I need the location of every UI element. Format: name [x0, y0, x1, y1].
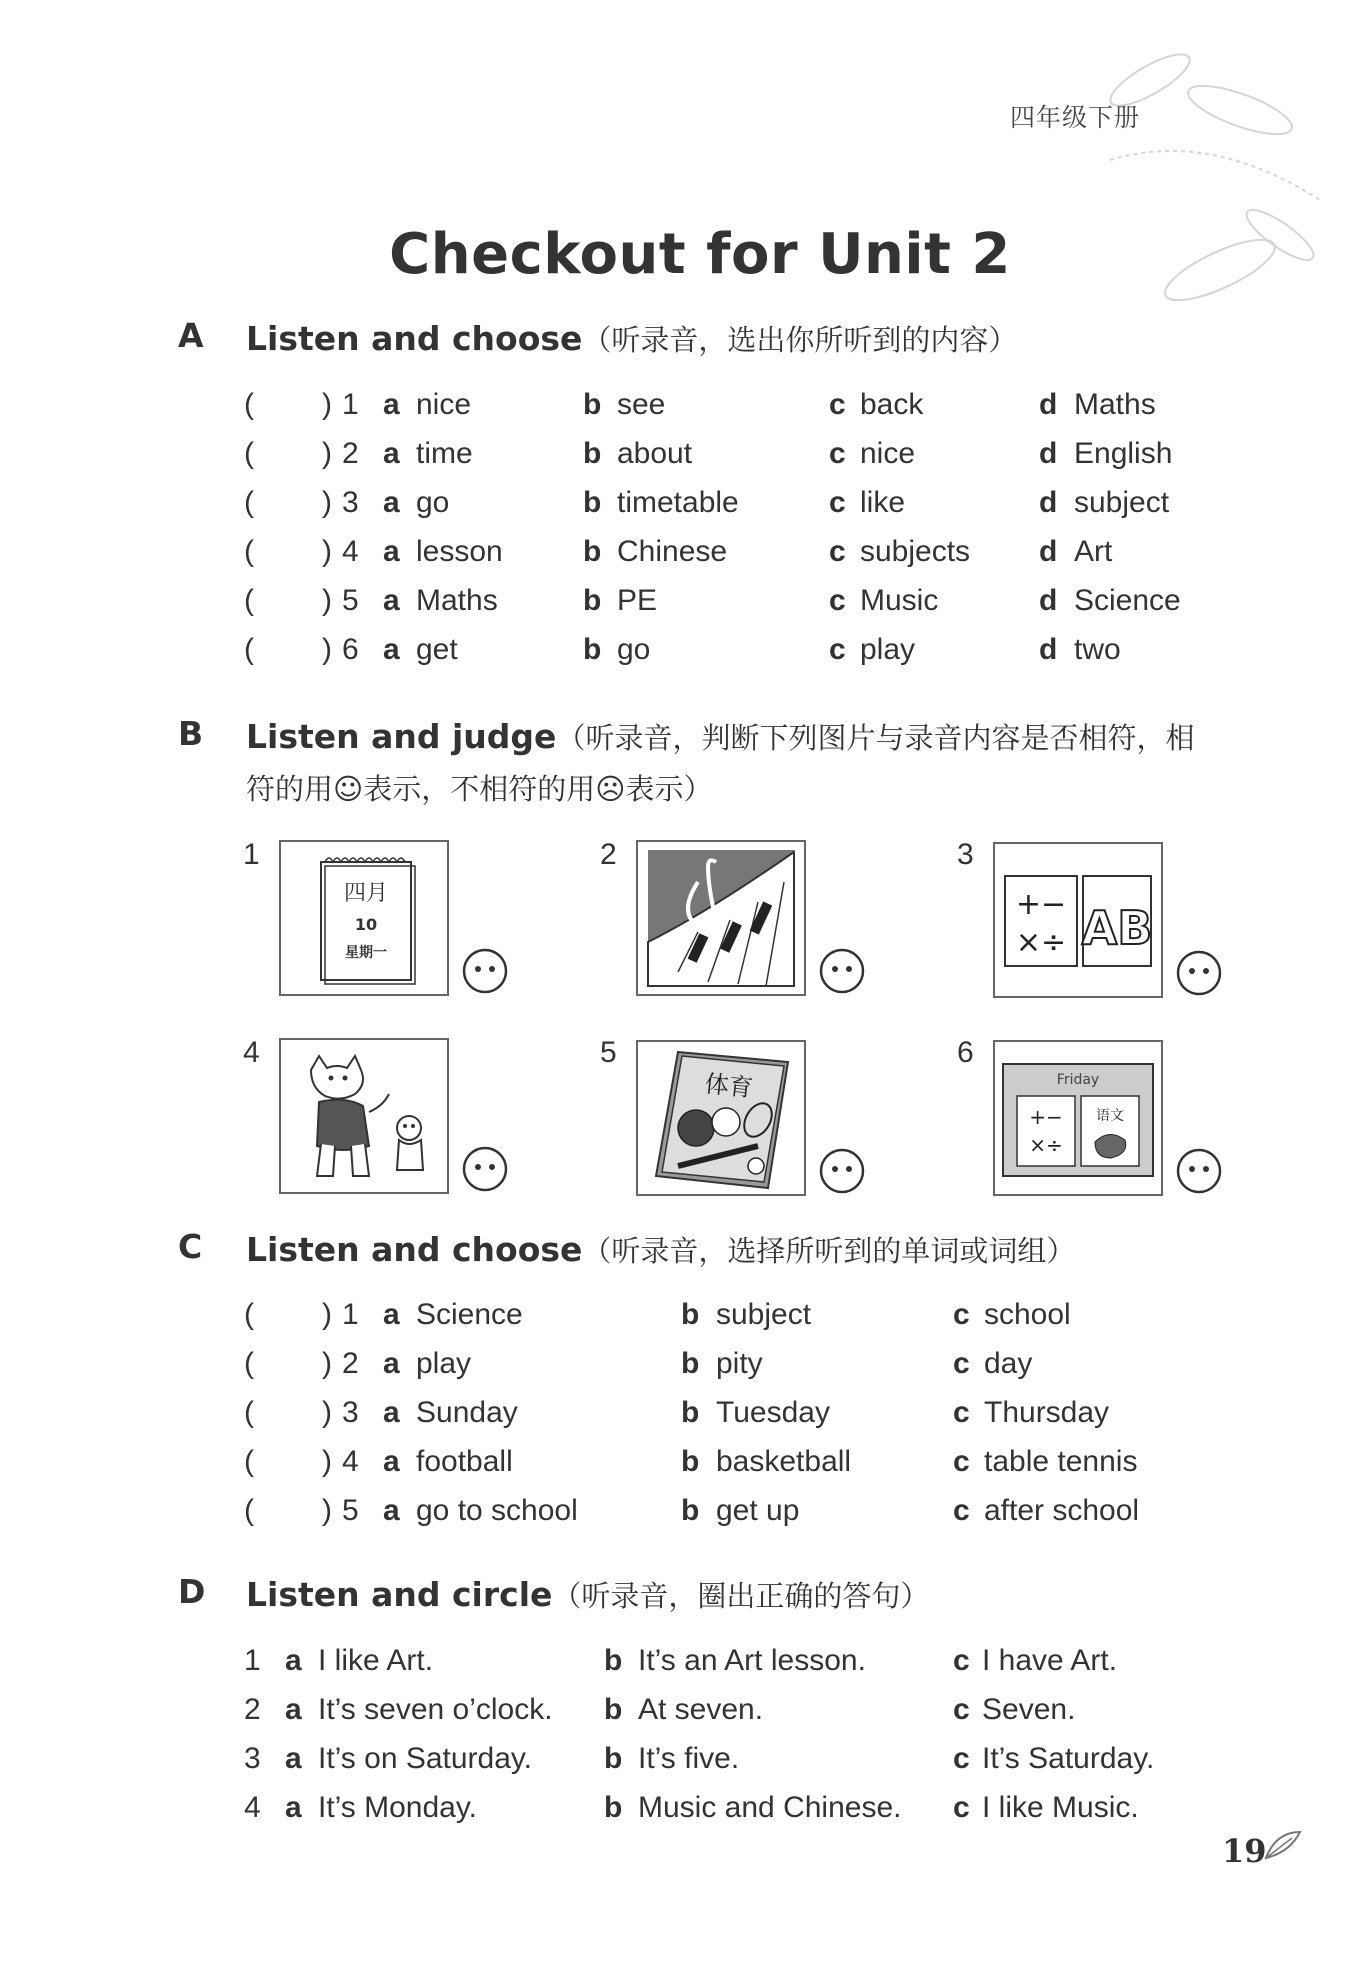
question-number: 2 — [244, 1693, 261, 1726]
section-d-heading — [246, 1570, 929, 1621]
option-c[interactable]: play — [860, 633, 916, 666]
option-a[interactable]: go — [416, 486, 450, 519]
answer-paren-close: ) — [322, 1396, 332, 1429]
question-row — [0, 1298, 1350, 1342]
option-label-b: b — [681, 1347, 700, 1380]
page-title: Checkout for Unit 2 — [389, 222, 1011, 287]
question-number: 5 — [342, 584, 359, 617]
answer-paren-open[interactable]: ( — [244, 388, 254, 421]
picture-number: 2 — [600, 838, 617, 871]
section-b-title: Listen and judge — [246, 717, 557, 756]
question-row — [0, 1494, 1350, 1538]
art-letters: AB — [1081, 901, 1153, 955]
option-c[interactable]: It’s Saturday. — [982, 1742, 1155, 1775]
option-label-b: b — [604, 1791, 623, 1824]
option-c[interactable]: Seven. — [982, 1693, 1076, 1726]
answer-paren-open[interactable]: ( — [244, 1396, 254, 1429]
option-label-a: a — [383, 584, 400, 617]
option-label-a: a — [383, 1347, 400, 1380]
option-label-d: d — [1039, 437, 1058, 470]
answer-paren-open[interactable]: ( — [244, 1298, 254, 1331]
face-circle-icon[interactable] — [1176, 950, 1222, 996]
question-row — [0, 1445, 1350, 1489]
option-a[interactable]: lesson — [416, 535, 503, 568]
question-row — [0, 1347, 1350, 1391]
question-number: 4 — [342, 1445, 359, 1478]
pe-book-label: 体育 — [703, 1069, 755, 1103]
option-c[interactable]: after school — [984, 1494, 1140, 1527]
answer-paren-close: ) — [322, 584, 332, 617]
section-d-title: Listen and circle — [246, 1575, 553, 1614]
smile-symbol: ☺ — [333, 772, 364, 806]
math-ops-bottom: ×÷ — [1015, 925, 1067, 960]
option-b[interactable]: PE — [617, 584, 658, 617]
option-d[interactable]: subject — [1074, 486, 1170, 519]
question-row — [0, 486, 1350, 530]
picture-number: 6 — [957, 1036, 974, 1069]
option-label-a: a — [383, 1494, 400, 1527]
chinese-label: 语文 — [1096, 1108, 1124, 1124]
answer-paren-open[interactable]: ( — [244, 584, 254, 617]
section-b-letter: B — [178, 714, 204, 753]
question-number: 5 — [342, 1494, 359, 1527]
answer-paren-open[interactable]: ( — [244, 486, 254, 519]
calendar-weekday: 星期一 — [345, 945, 387, 961]
option-label-b: b — [583, 486, 602, 519]
option-label-a: a — [285, 1791, 302, 1824]
option-label-b: b — [583, 584, 602, 617]
option-label-b: b — [583, 633, 602, 666]
question-number: 6 — [342, 633, 359, 666]
question-row — [0, 1791, 1350, 1835]
option-label-c: c — [829, 584, 846, 617]
option-a[interactable]: football — [416, 1445, 513, 1478]
answer-paren-open[interactable]: ( — [244, 1494, 254, 1527]
question-row — [0, 1742, 1350, 1786]
option-b[interactable]: timetable — [617, 486, 739, 519]
option-b[interactable]: It’s five. — [638, 1742, 740, 1775]
answer-paren-close: ) — [322, 633, 332, 666]
option-a[interactable]: It’s seven o’clock. — [318, 1693, 553, 1726]
question-row — [0, 1396, 1350, 1440]
option-label-b: b — [583, 437, 602, 470]
option-label-b: b — [681, 1494, 700, 1527]
option-label-c: c — [829, 486, 846, 519]
picture-number: 1 — [243, 838, 260, 871]
answer-paren-close: ) — [322, 1298, 332, 1331]
answer-paren-open[interactable]: ( — [244, 1347, 254, 1380]
question-number: 3 — [244, 1742, 261, 1775]
option-label-c: c — [953, 1742, 970, 1775]
section-b-heading — [246, 712, 1194, 814]
option-label-c: c — [953, 1644, 970, 1677]
option-label-b: b — [583, 388, 602, 421]
option-label-b: b — [604, 1693, 623, 1726]
question-number: 1 — [342, 1298, 359, 1331]
section-b-instruction-2c: 表示） — [625, 772, 713, 806]
option-label-c: c — [829, 437, 846, 470]
option-label-c: c — [953, 1494, 970, 1527]
section-b-instruction-2a: 符的用 — [246, 772, 334, 806]
option-label-c: c — [953, 1298, 970, 1331]
option-label-a: a — [383, 486, 400, 519]
dragonfly-decoration — [1090, 20, 1330, 350]
face-circle-icon[interactable] — [819, 1148, 865, 1194]
option-label-c: c — [829, 535, 846, 568]
face-circle-icon[interactable] — [462, 1146, 508, 1192]
answer-paren-close: ) — [322, 1347, 332, 1380]
option-a[interactable]: go to school — [416, 1494, 578, 1527]
option-a[interactable]: I like Art. — [318, 1644, 434, 1677]
option-label-d: d — [1039, 535, 1058, 568]
option-label-a: a — [383, 1445, 400, 1478]
option-label-b: b — [681, 1445, 700, 1478]
calendar-month: 四月 — [343, 881, 389, 906]
option-b[interactable]: pity — [716, 1347, 763, 1380]
answer-paren-open[interactable]: ( — [244, 535, 254, 568]
option-label-d: d — [1039, 388, 1058, 421]
option-a[interactable]: It’s Monday. — [318, 1791, 477, 1824]
option-c[interactable]: nice — [860, 437, 916, 470]
answer-paren-close: ) — [322, 1494, 332, 1527]
option-b[interactable]: Tuesday — [716, 1396, 830, 1429]
option-label-b: b — [681, 1298, 700, 1331]
picture-cat-and-mouse — [279, 1038, 449, 1194]
option-b[interactable]: basketball — [716, 1445, 852, 1478]
option-d[interactable]: Science — [1074, 584, 1181, 617]
option-c[interactable]: day — [984, 1347, 1033, 1380]
option-b[interactable]: go — [617, 633, 651, 666]
option-a[interactable]: Science — [416, 1298, 523, 1331]
option-a[interactable]: Sunday — [416, 1396, 518, 1429]
section-d-letter: D — [178, 1572, 206, 1611]
option-d[interactable]: Art — [1074, 535, 1113, 568]
option-c[interactable]: I have Art. — [982, 1644, 1118, 1677]
section-b-instruction-1: （听录音，判断下列图片与录音内容是否相符，相 — [556, 721, 1195, 755]
section-a-instruction: （听录音，选出你所听到的内容） — [582, 323, 1018, 357]
option-b[interactable]: about — [617, 437, 693, 470]
answer-paren-close: ) — [322, 486, 332, 519]
option-label-c: c — [953, 1347, 970, 1380]
option-c[interactable]: subjects — [860, 535, 971, 568]
option-label-b: b — [583, 535, 602, 568]
section-d-instruction: （听录音，圈出正确的答句） — [552, 1579, 930, 1613]
math-ops-top: +− — [1029, 1105, 1063, 1129]
option-c[interactable]: table tennis — [984, 1445, 1138, 1478]
option-a[interactable]: nice — [416, 388, 472, 421]
picture-number: 5 — [600, 1036, 617, 1069]
section-c-letter: C — [178, 1227, 203, 1266]
option-c[interactable]: Thursday — [984, 1396, 1110, 1429]
option-label-c: c — [953, 1445, 970, 1478]
picture-pe-book — [636, 1040, 806, 1196]
option-b[interactable]: Chinese — [617, 535, 728, 568]
question-row — [0, 437, 1350, 481]
option-label-a: a — [285, 1693, 302, 1726]
page-number: 19 — [1222, 1832, 1267, 1870]
option-b[interactable]: get up — [716, 1494, 800, 1527]
option-label-c: c — [953, 1693, 970, 1726]
question-number: 4 — [342, 535, 359, 568]
option-label-c: c — [953, 1396, 970, 1429]
option-label-a: a — [383, 437, 400, 470]
option-b[interactable]: subject — [716, 1298, 812, 1331]
grade-label: 四年级下册 — [1010, 104, 1141, 132]
option-label-a: a — [285, 1644, 302, 1677]
option-b[interactable]: see — [617, 388, 666, 421]
option-label-b: b — [681, 1396, 700, 1429]
face-circle-icon[interactable] — [462, 948, 508, 994]
question-row — [0, 633, 1350, 677]
question-number: 4 — [244, 1791, 261, 1824]
option-a[interactable]: get — [416, 633, 458, 666]
option-a[interactable]: Maths — [416, 584, 498, 617]
option-label-d: d — [1039, 633, 1058, 666]
option-c[interactable]: back — [860, 388, 924, 421]
picture-calendar — [279, 840, 449, 996]
option-c[interactable]: I like Music. — [982, 1791, 1139, 1824]
picture-friday-timetable — [993, 1040, 1163, 1196]
section-c-instruction: （听录音，选择所听到的单词或词组） — [582, 1234, 1076, 1268]
question-number: 2 — [342, 1347, 359, 1380]
math-ops-top: +− — [1015, 887, 1067, 922]
calendar-day: 10 — [354, 915, 378, 934]
frown-symbol: ☹ — [595, 772, 626, 806]
answer-paren-open[interactable]: ( — [244, 437, 254, 470]
option-label-a: a — [383, 535, 400, 568]
question-row — [0, 1693, 1350, 1737]
picture-maths-art — [993, 842, 1163, 998]
section-b-instruction-2b: 表示，不相符的用 — [363, 772, 596, 806]
section-c-heading — [246, 1225, 1075, 1276]
option-c[interactable]: Music — [860, 584, 939, 617]
face-circle-icon[interactable] — [819, 948, 865, 994]
option-label-a: a — [383, 388, 400, 421]
section-a-heading — [246, 314, 1017, 365]
answer-paren-close: ) — [322, 388, 332, 421]
picture-number: 3 — [957, 838, 974, 871]
option-label-b: b — [604, 1644, 623, 1677]
option-label-c: c — [829, 633, 846, 666]
option-d[interactable]: two — [1074, 633, 1121, 666]
picture-number: 4 — [243, 1036, 260, 1069]
option-c[interactable]: school — [984, 1298, 1071, 1331]
question-row — [0, 584, 1350, 628]
option-d[interactable]: English — [1074, 437, 1173, 470]
answer-paren-open[interactable]: ( — [244, 1445, 254, 1478]
question-row — [0, 388, 1350, 432]
option-label-c: c — [829, 388, 846, 421]
option-b[interactable]: Music and Chinese. — [638, 1791, 902, 1824]
answer-paren-open[interactable]: ( — [244, 633, 254, 666]
question-row — [0, 535, 1350, 579]
board-title: Friday — [1056, 1072, 1100, 1088]
answer-paren-close: ) — [322, 535, 332, 568]
question-row — [0, 1644, 1350, 1688]
math-ops-bottom: ×÷ — [1029, 1133, 1063, 1157]
picture-music — [636, 840, 806, 996]
leaf-icon — [1262, 1828, 1302, 1862]
section-a-title: Listen and choose — [246, 319, 583, 358]
answer-paren-close: ) — [322, 437, 332, 470]
option-b[interactable]: At seven. — [638, 1693, 764, 1726]
section-a-letter: A — [178, 316, 204, 355]
option-d[interactable]: Maths — [1074, 388, 1156, 421]
option-c[interactable]: like — [860, 486, 906, 519]
section-c-title: Listen and choose — [246, 1230, 583, 1269]
face-circle-icon[interactable] — [1176, 1148, 1222, 1194]
option-label-c: c — [953, 1791, 970, 1824]
question-number: 1 — [244, 1644, 261, 1677]
option-a[interactable]: It’s on Saturday. — [318, 1742, 533, 1775]
question-number: 3 — [342, 1396, 359, 1429]
option-a[interactable]: play — [416, 1347, 472, 1380]
option-b[interactable]: It’s an Art lesson. — [638, 1644, 866, 1677]
question-number: 1 — [342, 388, 359, 421]
option-label-a: a — [285, 1742, 302, 1775]
question-number: 3 — [342, 486, 359, 519]
option-label-a: a — [383, 1298, 400, 1331]
option-a[interactable]: time — [416, 437, 473, 470]
answer-paren-close: ) — [322, 1445, 332, 1478]
question-number: 2 — [342, 437, 359, 470]
option-label-d: d — [1039, 584, 1058, 617]
option-label-b: b — [604, 1742, 623, 1775]
option-label-a: a — [383, 1396, 400, 1429]
option-label-a: a — [383, 633, 400, 666]
option-label-d: d — [1039, 486, 1058, 519]
